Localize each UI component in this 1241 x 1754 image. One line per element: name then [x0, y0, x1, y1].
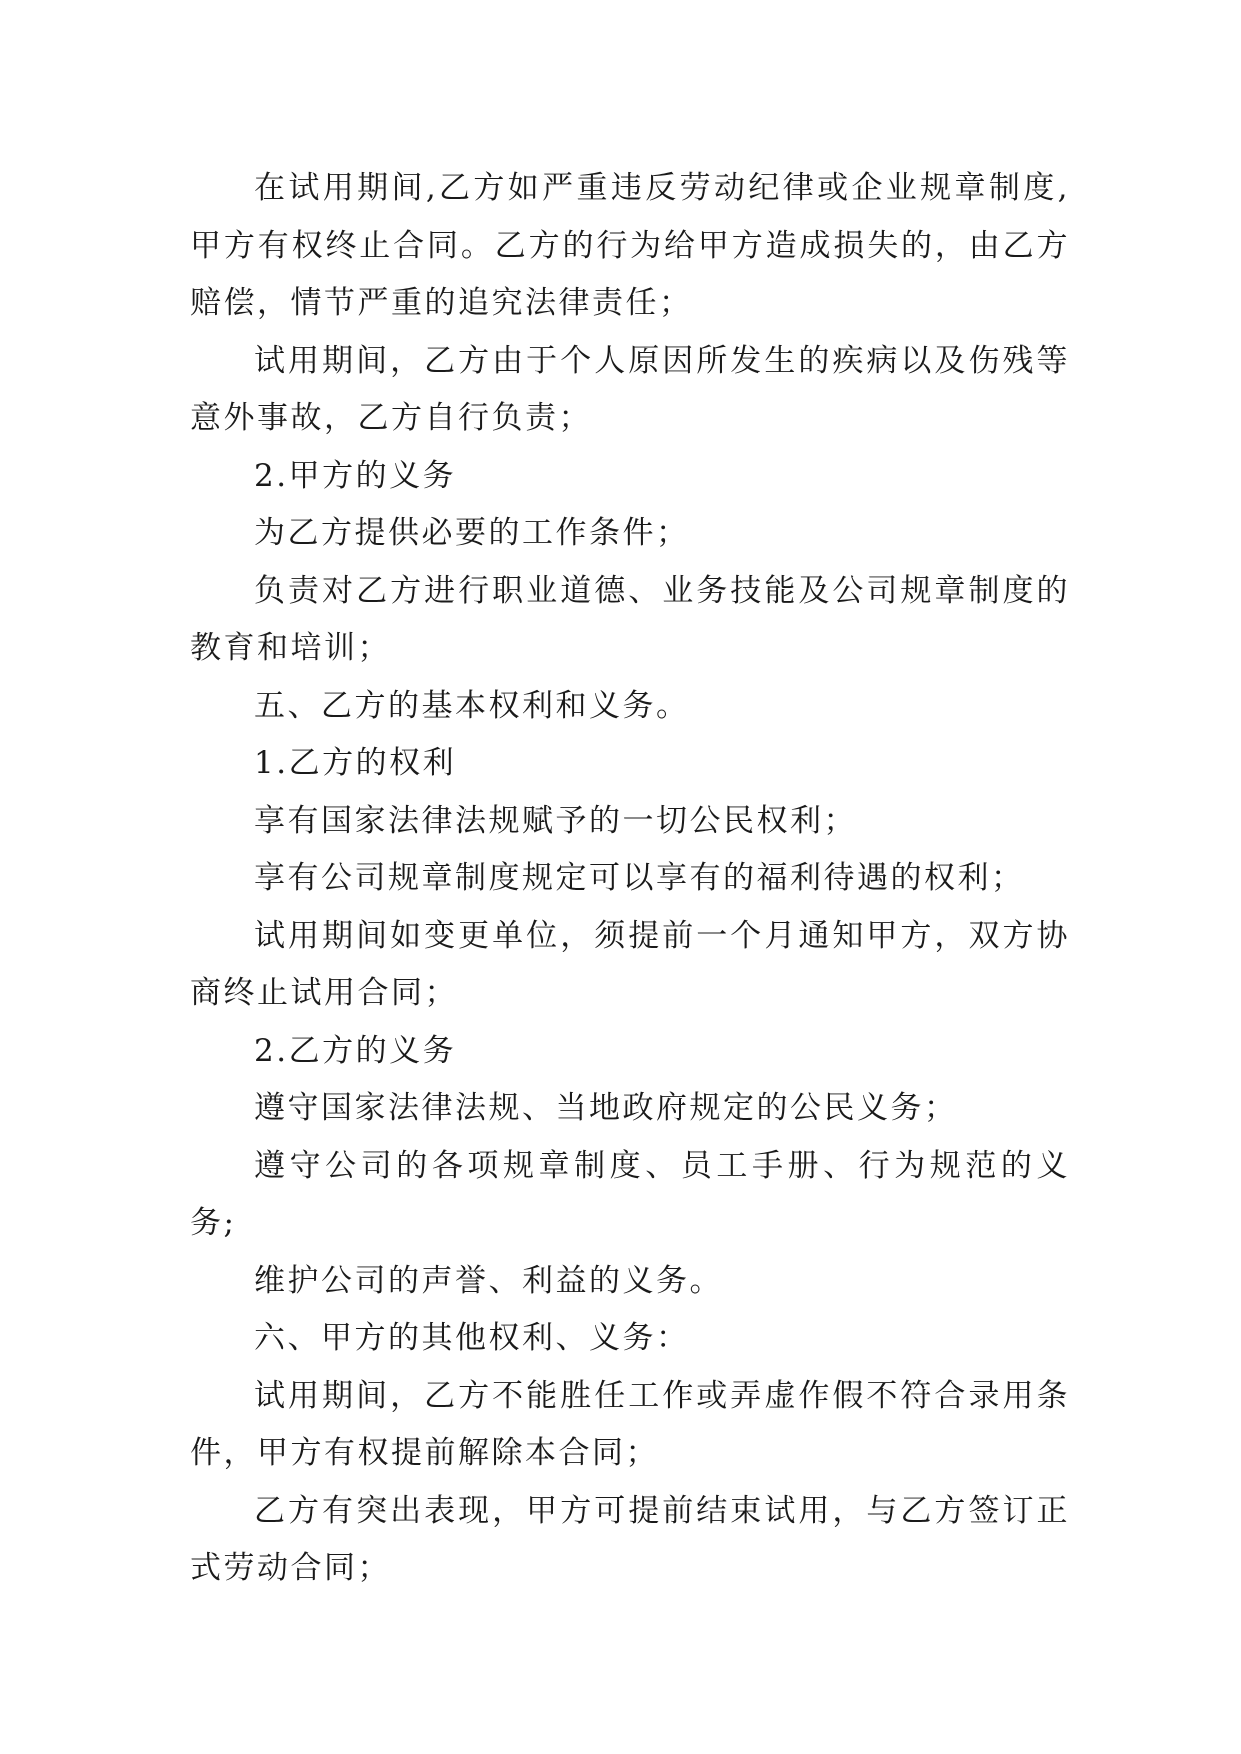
paragraph: 在试用期间,乙方如严重违反劳动纪律或企业规章制度,甲方有权终止合同。乙方的行为给甲方造成损失的，由乙方赔偿，情节严重的追究法律责任； — [190, 170, 1070, 321]
paragraph: 遵守公司的各项规章制度、员工手册、行为规范的义务; — [190, 1147, 1070, 1241]
paragraph: 乙方有突出表现，甲方可提前结束试用，与乙方签订正式劳动合同； — [190, 1492, 1070, 1586]
section-heading: 1.乙方的权利 — [254, 745, 457, 781]
paragraph: 试用期间，乙方由于个人原因所发生的疾病以及伤残等意外事故，乙方自行负责； — [190, 342, 1070, 436]
paragraph: 负责对乙方进行职业道德、业务技能及公司规章制度的教育和培训； — [190, 572, 1070, 666]
paragraph: 为乙方提供必要的工作条件； — [254, 515, 690, 551]
section-heading: 五、乙方的基本权利和义务。 — [254, 687, 690, 724]
paragraph: 试用期间，乙方不能胜任工作或弄虚作假不符合录用条件，甲方有权提前解除本合同； — [190, 1377, 1070, 1471]
paragraph: 享有国家法律法规赋予的一切公民权利； — [254, 802, 857, 839]
section-heading: 2.甲方的义务 — [254, 457, 457, 494]
paragraph: 遵守国家法律法规、当地政府规定的公民义务； — [254, 1090, 958, 1126]
document-body — [190, 160, 1070, 1598]
section-heading: 六、甲方的其他权利、义务： — [254, 1320, 690, 1356]
paragraph: 维护公司的声誉、利益的义务。 — [254, 1262, 723, 1299]
paragraph: 试用期间如变更单位，须提前一个月通知甲方，双方协商终止试用合同； — [190, 917, 1070, 1011]
paragraph: 享有公司规章制度规定可以享有的福利待遇的权利； — [254, 860, 1025, 896]
section-heading: 2.乙方的义务 — [254, 1032, 457, 1069]
